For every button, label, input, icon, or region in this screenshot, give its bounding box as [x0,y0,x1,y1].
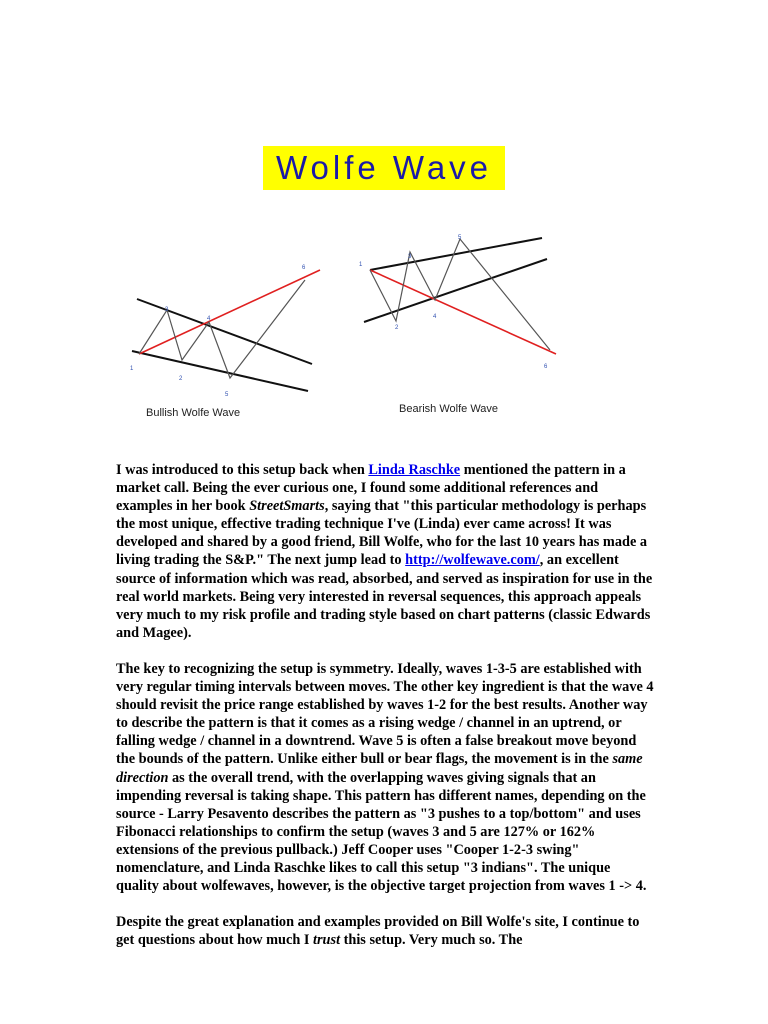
paragraph-1 [116,461,656,642]
bullish-label-4: 4 [207,316,211,322]
bearish-caption: Bearish Wolfe Wave [399,403,499,415]
bullish-label-3: 3 [165,307,169,313]
bearish-wolfe-wave-diagram [350,228,565,400]
bearish-upper-trendline [370,238,542,270]
bearish-label-2: 2 [395,325,399,331]
bearish-label-1: 1 [359,262,363,268]
bullish-wave-path [139,280,305,378]
paragraph-2 [116,660,656,895]
bullish-label-1: 1 [130,366,134,372]
text-span: , an excellent source of information which was read, absorbed, and served as inspiration for use in the real world markets. Being very interested in reversal sequences, this approach appeals very much to my risk profile and trading style based on chart patterns (classic Edwards and Magee). [116,552,653,641]
bearish-label-3: 3 [408,254,412,260]
text-span: this setup. Very much so. The [340,932,523,949]
bullish-label-2: 2 [179,376,183,382]
text-span: Despite the great explanation and examples provided on Bill Wolfe's site, I continue to get questions about how much I [116,914,640,949]
article-body [116,461,656,967]
bullish-wolfe-wave-diagram [115,228,335,426]
bearish-label-4: 4 [433,314,437,320]
bearish-label-5: 5 [458,235,462,241]
bullish-label-5: 5 [225,392,229,398]
bullish-caption: Bullish Wolfe Wave [146,407,241,419]
bullish-label-6: 6 [302,265,306,271]
emphasis-same-direction: same direction [116,751,643,786]
book-title: StreetSmarts [249,498,325,515]
paragraph-3 [116,913,656,949]
bearish-wave-path [370,239,550,350]
text-span: as the overall trend, with the overlapping waves giving signals that an impending reversal is taking shape. This pattern has different names, depending on the source - Larry Pesavento describes the pattern as "3 pushes to a top/bottom" and uses Fibonacci relationships to confirm the setup (waves 3 and 5 are 127% or 162% extensions of the previous pullback.) Jeff Cooper uses "Cooper 1-2-3 swing" nomenclature, and Linda Raschke likes to call this setup "3 indians". The unique quality about wolfewaves, however, is the objective target projection from waves 1 -> 4. [116,769,647,895]
bearish-label-6: 6 [544,364,548,370]
bullish-upper-trendline [137,299,312,364]
text-span: I was introduced to this setup back when [116,462,369,478]
document-title: Wolfe Wave [263,146,505,190]
text-span: , saying that "this particular methodology is perhaps the most unique, effective trading technique I've (Linda) ever came across! It was developed and shared by a good friend, Bill Wolfe, who for the last 10 years has made a living trading the S&P." The next jump lead to [116,498,648,569]
wolfewave-link[interactable]: http://wolfewave.com/ [405,552,540,569]
text-span: mentioned the pattern in a market call. Being the ever curious one, I found some additional references and examples in her book [116,462,626,515]
linda-raschke-link[interactable]: Linda Raschke [368,462,461,478]
text-span: The key to recognizing the setup is symmetry. Ideally, waves 1-3-5 are established with very regular timing intervals between moves. The other key ingredient is that the wave 4 should revisit the price range established by waves 1-2 for the best results. Another way to describe the pattern is that it comes as a rising wedge / channel in an uptrend, or falling wedge / channel in a downtrend. Wave 5 is often a false breakout move beyond the bounds of the pattern. Unlike either bull or bear flags, the movement is in the [116,660,654,768]
emphasis-trust: trust [313,932,341,949]
bullish-lower-trendline [132,351,308,391]
